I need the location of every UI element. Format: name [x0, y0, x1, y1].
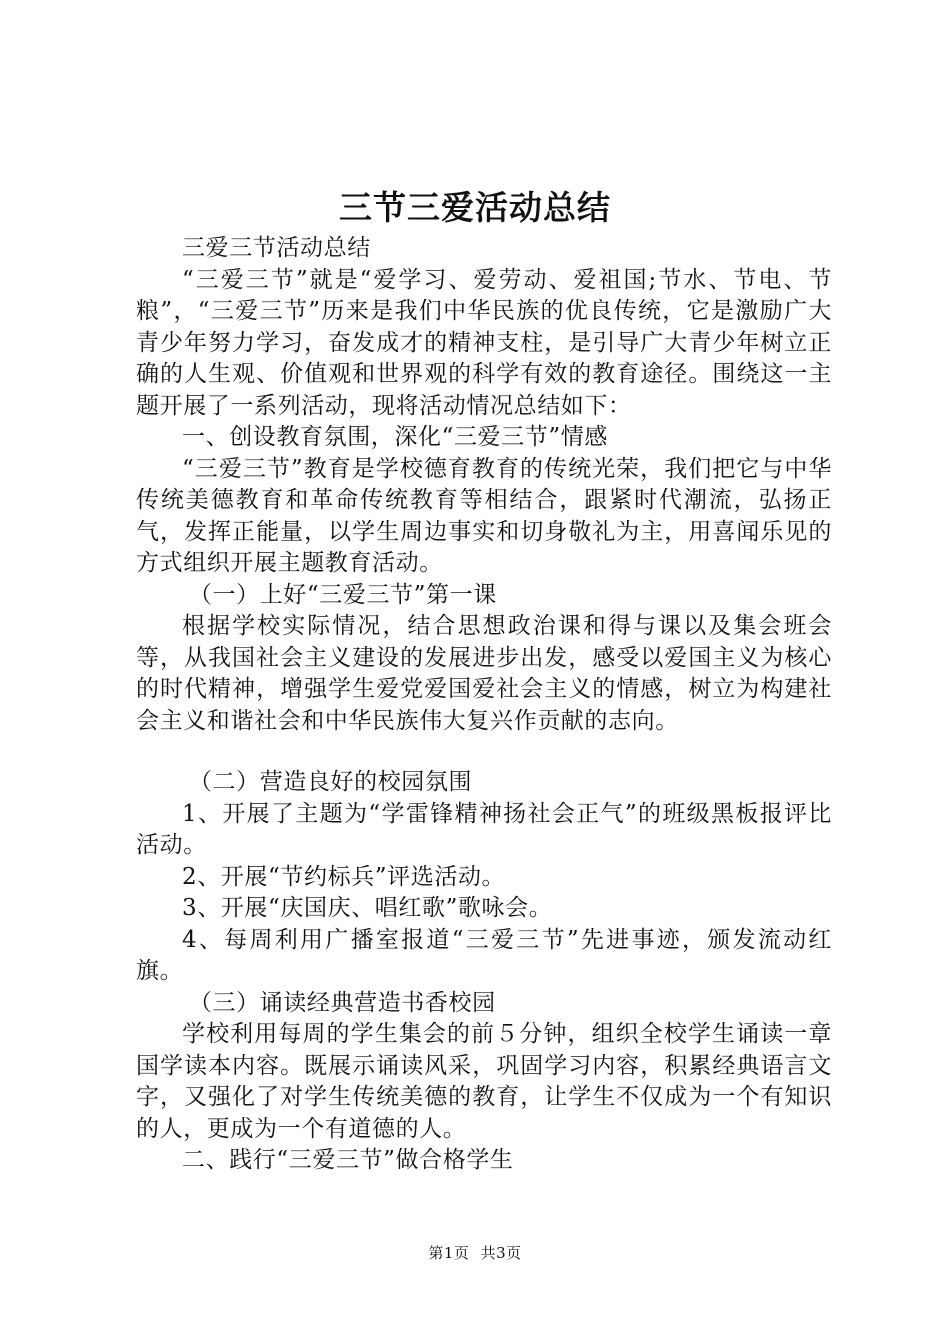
heading-section-2: 二、践行“三爱三节”做合格学生	[182, 1147, 514, 1173]
list-item-3: 3、开展“庆国庆、唱红歌”歌咏会。	[182, 895, 553, 921]
heading-subsection-1: （一）上好“三爱三节”第一课	[188, 581, 497, 608]
heading-subsection-3: （三）诵读经典营造书香校园	[188, 989, 496, 1016]
list-item-2: 2、开展“节约标兵”评选活动。	[182, 863, 506, 890]
list-item-1: 1、开展了主题为“学雷锋精神扬社会正气”的班级黑板报评比活动。	[136, 800, 832, 858]
paragraph-intro: “三爱三节”就是“爱学习、爱劳动、爱祖国;节水、节电、节粮”，“三爱三节”历来是我们中华民族的优良传统，它是激励广大青少年努力学习，奋发成才的精神支柱，是引导广大青少年树立正确的人生观、价值观和世界观的科学有效的教育途径。围绕这一主题开展了一系列活动，现将活动情况总结如下：	[136, 266, 832, 419]
page-total: 共3页	[480, 1244, 522, 1262]
list-item-4: 4、每周利用广播室报道“三爱三节”先进事迹，颁发流动红旗。	[136, 926, 832, 984]
paragraph-subsection-3: 学校利用每周的学生集会的前５分钟，组织全校学生诵读一章国学读本内容。既展示诵读风采，巩固学习内容，积累经典语言文字，又强化了对学生传统美德的教育，让学生不仅成为一个有知识的人，更成为一个有道德的人。	[136, 1021, 832, 1142]
page-number: 第1页	[428, 1244, 470, 1262]
heading-section-1: 一、创设教育氛围，深化“三爱三节”情感	[182, 424, 608, 450]
paragraph-subsection-1: 根据学校实际情况，结合思想政治课和得与课以及集会班会等，从我国社会主义建设的发展进步出发，感受以爱国主义为核心的时代精神，增强学生爱党爱国爱社会主义的情感，树立为构建社会主义和谐社会和中华民族伟大复兴作贡献的志向。	[136, 613, 832, 734]
paragraph-subtitle: 三爱三节活动总结	[182, 235, 371, 261]
heading-subsection-2: （二）营造良好的校园氛围	[188, 769, 473, 795]
page-footer	[0, 1242, 950, 1263]
document-title: 三节三爱活动总结	[339, 188, 611, 227]
paragraph-section-1: “三爱三节”教育是学校德育教育的传统光荣，我们把它与中华传统美德教育和革命传统教育等相结合，跟紧时代潮流，弘扬正气，发挥正能量，以学生周边事实和切身敬礼为主，用喜闻乐见的方式组织开展主题教育活动。	[136, 455, 832, 576]
document-body	[136, 233, 832, 1177]
